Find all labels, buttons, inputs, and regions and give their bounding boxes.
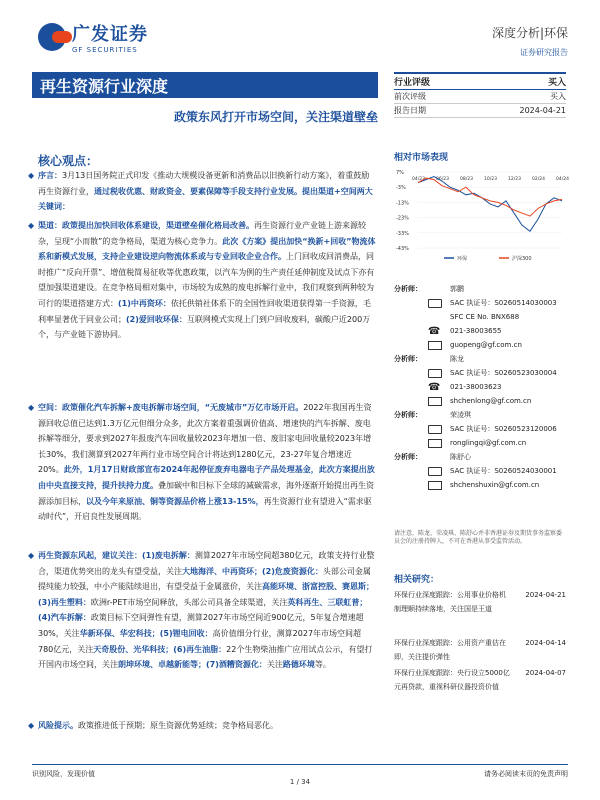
x-tick-label: 12/23 <box>508 177 521 182</box>
phone-icon: ☎ <box>428 381 441 393</box>
blank-icon <box>428 411 442 420</box>
mail-icon <box>428 481 442 490</box>
footer-right: 请务必阅读末页的免责声明 <box>484 770 568 778</box>
analyst-sfc: SFC CE No. BNX688 <box>394 310 566 324</box>
y-tick-label: -23% <box>396 215 409 222</box>
x-tick-label: 04/23 <box>412 177 425 182</box>
analyst-phone: ☎ 021-38003623 <box>428 381 502 393</box>
certificate-icon <box>428 299 442 308</box>
y-tick-label: 7% <box>396 170 404 176</box>
mail-icon <box>428 439 442 448</box>
rating-box <box>394 72 566 118</box>
logo-en: GF SECURITIES <box>72 46 138 54</box>
blank-icon <box>428 355 442 364</box>
related-title: 相关研究： <box>394 575 440 585</box>
report-sub: 证券研究报告 <box>520 48 568 57</box>
bullet-paragraph: ◆ 再生资源东风起，建议关注：(1)废电拆解：测算2027年市场空间超380亿元，政策支持行业整合，渠道优势突出的龙头有望受益，关注大地海洋、中再资环；(2)危废资源化：头部公司金属提纯能力较强，中小产能陆续退出，有望受益于金属涨价，关注高能环境、浙富控股、赛恩斯；(3)再生塑料：欧洲r-PET市场空间释放，头部公司具备全球渠道，关注英科再生、三联虹普；(4)汽车拆解：政策目标下空间弹性有望，测算2027年市场空间近900亿元，5年复合增速超30%，关注华新环保、华宏科技；(5)锂电回收：高价值细分行业，测算2027年市场空间超780亿元，关注天奇股份、光华科技；(6)再生油脂：22个生物柴油推广应用试点公示，有望打开国内市场空间，关注朗坤环境、卓越新能等；(7)酒糟资源化：关注路德环境等。 <box>38 548 376 673</box>
bullet-icon: ◆ <box>28 551 35 560</box>
logo-mark-icon <box>38 23 66 51</box>
analyst-name: 分析师： 陈龙 <box>394 355 464 363</box>
mail-icon <box>428 397 442 406</box>
bullet-icon: ◆ <box>28 403 35 412</box>
bullet-icon: ◆ <box>28 221 35 230</box>
legend-label: 环保 <box>457 256 468 262</box>
blank-icon <box>428 313 442 322</box>
rating-value: 买入 <box>547 78 566 88</box>
logo <box>38 20 148 54</box>
phone-icon: ☎ <box>428 325 441 337</box>
performance-chart <box>394 166 569 264</box>
page-subtitle: 政策东风打开市场空间，关注渠道壁垒 <box>173 110 378 124</box>
mail-icon <box>428 341 442 350</box>
certificate-icon <box>428 369 442 378</box>
blank-icon <box>428 285 442 294</box>
x-tick-label: 04/24 <box>556 177 569 182</box>
analyst-sac: SAC 执证号：S0260523120006 <box>394 422 566 436</box>
y-tick-label: -33% <box>396 230 409 237</box>
y-tick-label: -3% <box>396 185 406 192</box>
x-tick-label: 02/24 <box>532 177 545 182</box>
legend-label: 沪深300 <box>512 256 532 262</box>
analyst-name: 分析师： 陈舒心 <box>394 453 471 461</box>
y-tick-label: -43% <box>396 246 409 252</box>
analyst-name: 分析师： 荣凌琪 <box>394 411 471 419</box>
certificate-icon <box>428 467 442 476</box>
prev-rating-value: 买入 <box>550 92 566 101</box>
analyst-sac: SAC 执证号：S0260524030001 <box>394 464 566 478</box>
analyst-email: ronglingqi@gf.com.cn <box>394 436 566 450</box>
analyst-phone: ☎ 021-38003655 <box>428 325 502 337</box>
x-tick-label: 08/23 <box>460 177 473 182</box>
date-value: 2024-04-21 <box>519 106 566 115</box>
footer <box>32 764 568 779</box>
date-label: 报告日期 <box>394 106 426 115</box>
series-line <box>418 177 562 232</box>
page-number: 1 / 34 <box>289 778 311 786</box>
series-line <box>418 178 562 216</box>
bullet-paragraph: ◆ 渠道：政策提出加快回收体系建设，渠道壁垒催化格局改善。再生资源行业产业链上游来源较杂，呈现“小而散”的竞争格局，渠道为核心竞争力。此次《方案》提出加快“换新+回收”物流体系和新模式发展，支持企业建设逆向物流体系或与专业回收企业合作。上门回收成回消费品，同时推广“反向开票”、增值税简易征收等优惠政策，以汽车为例的生产责任延伸制度及试点下亦有望加强渠道建设。在竞争格局相对集中，市场较为成熟的废电拆解行业中，我们观察到两种较为可行的渠道搭建方式：(1)中再资环：依托供销社体系下的全国性回收渠道获得第一手资源，毛利率显著优于同业公司；(2)爱回收环保：互联网模式实现上门到户回收废料，碳酸户近200万个，与产业链下游协同。 <box>38 218 376 343</box>
analyst-name: 分析师： 郭鹏 <box>394 285 464 293</box>
analyst-email: shchenshuxin@gf.com.cn <box>394 478 566 492</box>
analyst-note: 请注意，陈龙、荣凌琪、陈舒心并非香港证券及期货事务监察委员会的注册持牌人，不可在香港从事受监管活动。 <box>394 530 563 545</box>
report-type: 深度分析|环保 <box>491 26 568 40</box>
bullet-paragraph: ◆ 空间：政策催化汽车拆解+废电拆解市场空间，“无废城市”万亿市场开启。2022年我国再生资源回收总值已达到1.3万亿元但细分众多，此次方案着重强调价值高、增速快的汽车拆解、废电拆解等细分，要求到2027年报废汽车回收量较2023年增加一倍、废旧家电回收量较2023年增长30%，我们测算到2027年两行业市场空间合计将达到1280亿元，23-27年复合增速近20%。此外，1月17日财政部宣布2024年起停征废弃电器电子产品处理基金，此次方案提出放由中央直接支持，提升扶持力度。叠加碳中和目标下全球的减碳需求，海外逐渐开始提出再生资源添加目标，以及今年来原油、铜等资源品价格上涨13-15%，再生资源行业有望进入“需求驱动时代”，开启良性发展周期。 <box>38 400 376 525</box>
rating-label: 行业评级 <box>394 78 431 88</box>
footer-left: 识别风险，发现价值 <box>32 770 95 778</box>
bullet-icon: ◆ <box>28 171 35 180</box>
x-tick-label: 10/23 <box>484 177 497 182</box>
bullet-icon: ◆ <box>28 721 35 730</box>
related-item[interactable]: 环保行业深度跟踪：央行设立5000亿元再贷款，重视科研仪器投资价值 2024-04-07 <box>394 669 566 691</box>
analyst-list <box>394 282 566 492</box>
page-title: 再生资源行业深度 <box>32 72 378 98</box>
y-tick-label: -13% <box>396 200 409 207</box>
logo-cn: 广发证券 <box>72 24 148 45</box>
bullet-paragraph: ◆ 风险提示。政策推进低于预期；原生资源优势延续；竞争格局恶化。 <box>38 718 376 734</box>
core-label: 核心观点： <box>38 154 99 168</box>
analyst-email: guopeng@gf.com.cn <box>394 338 566 352</box>
bullet-paragraph: ◆ 序言：3月13日国务院正式印发《推动大规模设备更新和消费品以旧换新行动方案》，着重鼓励再生资源行业，通过税收优惠、财政资金、要素保障等手段支持行业发展。提出渠道+空间两大关键词： <box>38 168 376 215</box>
related-item[interactable]: 环保行业深度跟踪：公用事业价格机制理顺持续落地，关注国是王道 2024-04-21 <box>394 591 566 613</box>
related-item[interactable]: 环保行业深度跟踪：公用资产重估在即，关注提价弹性 2024-04-14 <box>394 639 566 661</box>
blank-icon <box>428 453 442 462</box>
analyst-sac: SAC 执证号：S0260514030003 <box>394 296 566 310</box>
analyst-email: shchenlong@gf.com.cn <box>394 394 566 408</box>
x-tick-label: 06/23 <box>436 177 449 182</box>
analyst-sac: SAC 执证号：S0260523030004 <box>394 366 566 380</box>
perf-title: 相对市场表现 <box>394 153 449 163</box>
certificate-icon <box>428 425 442 434</box>
prev-rating-label: 前次评级 <box>394 92 426 101</box>
